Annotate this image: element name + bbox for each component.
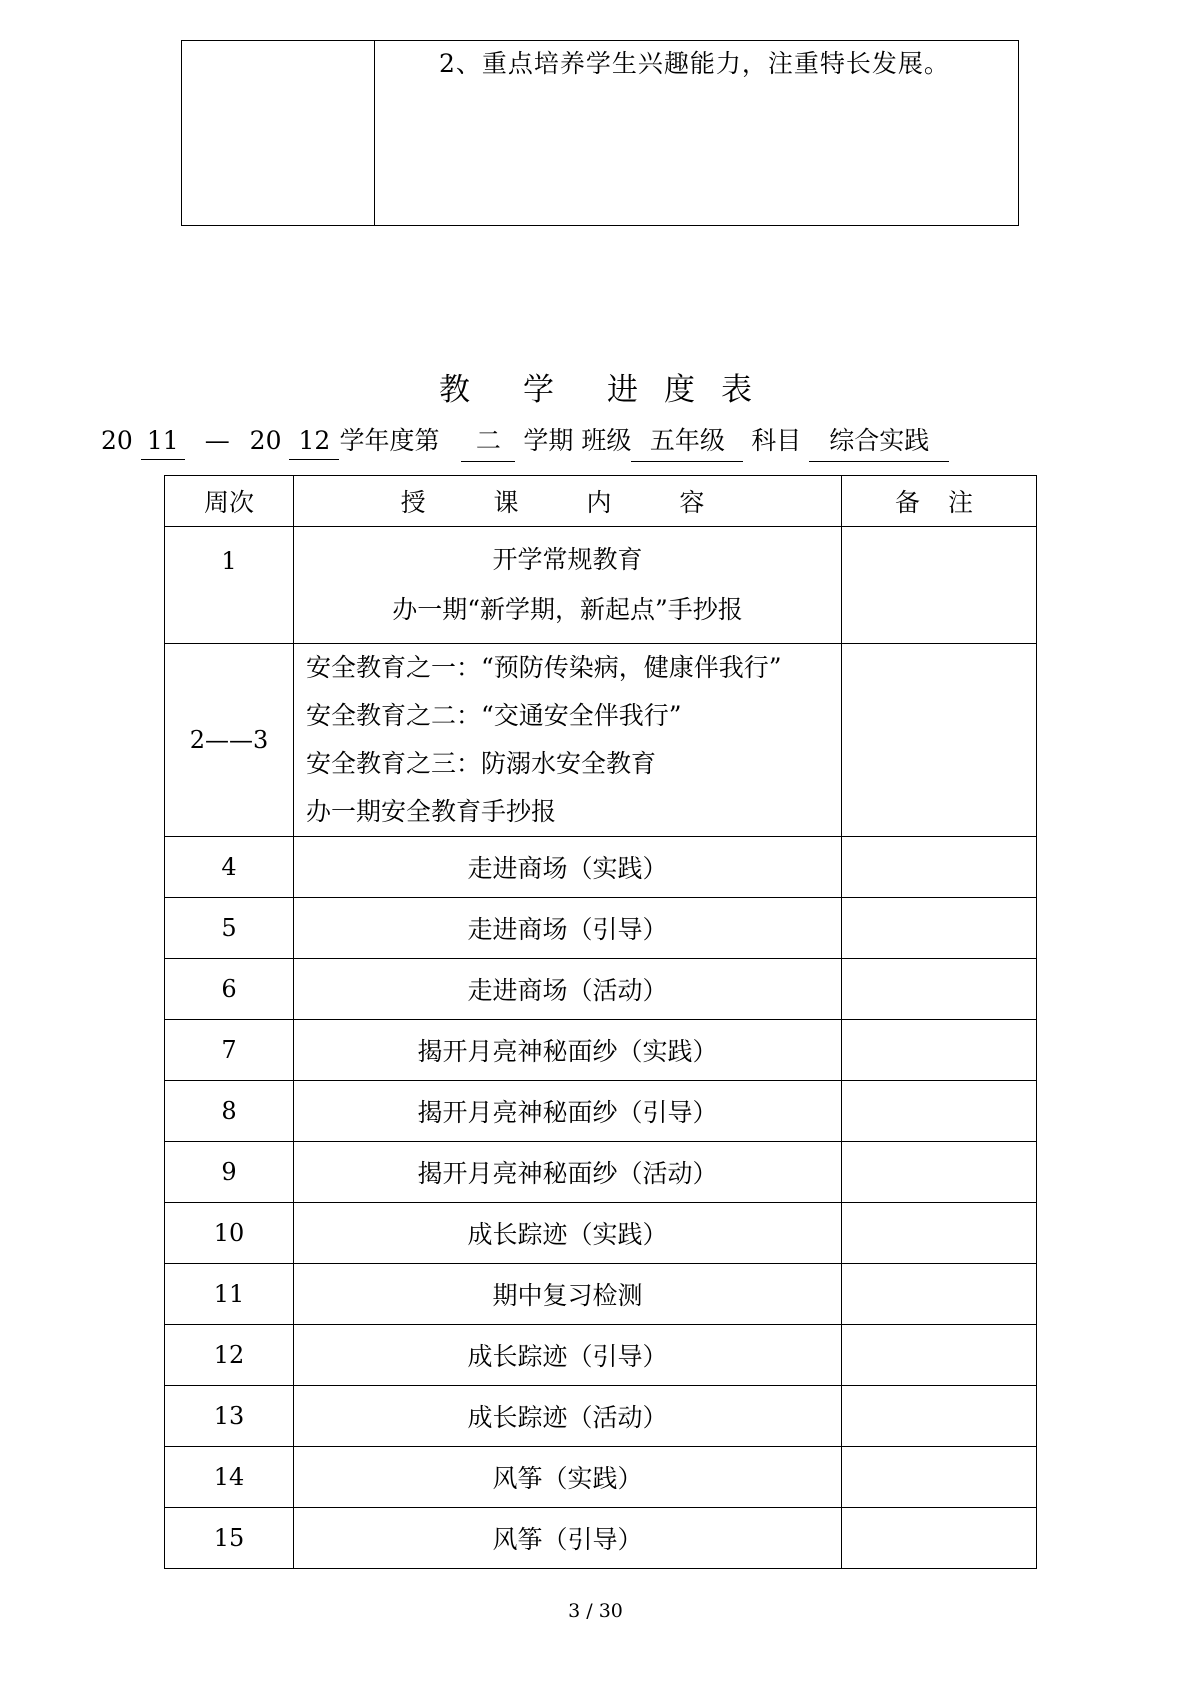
continuation-table xyxy=(181,40,1019,226)
content-line: 安全教育之一：“预防传染病，健康伴我行” xyxy=(306,653,782,682)
content-line: 开学常规教育 xyxy=(492,545,643,574)
content-cell: 风筝（实践） xyxy=(294,1447,842,1508)
table-row xyxy=(165,837,1037,898)
remarks-cell xyxy=(842,1142,1037,1203)
table-row xyxy=(165,1203,1037,1264)
content-cell: 成长踪迹（实践） xyxy=(294,1203,842,1264)
week-cell: 8 xyxy=(165,1081,294,1142)
remarks-cell xyxy=(842,1508,1037,1569)
course-meta-line xyxy=(101,421,949,471)
remarks-cell xyxy=(842,1264,1037,1325)
title-char: 进 xyxy=(607,372,638,408)
content-cell: 成长踪迹（活动） xyxy=(294,1386,842,1447)
week-cell: 7 xyxy=(165,1020,294,1081)
week-cell: 5 xyxy=(165,898,294,959)
subject-value: 综合实践 xyxy=(809,421,949,462)
year-dash: — xyxy=(204,426,230,455)
class-label: 班级 xyxy=(581,426,632,455)
table-row xyxy=(165,1020,1037,1081)
table-row xyxy=(165,1142,1037,1203)
table-header-row xyxy=(165,476,1037,527)
remarks-cell xyxy=(842,1386,1037,1447)
content-cell: 成长踪迹（引导） xyxy=(294,1325,842,1386)
table-row xyxy=(165,644,1037,837)
title-char: 度 xyxy=(664,372,695,408)
subject-label: 科目 xyxy=(751,426,802,455)
remarks-cell xyxy=(842,1020,1037,1081)
table-row xyxy=(165,1386,1037,1447)
week-cell: 14 xyxy=(165,1447,294,1508)
week-cell: 15 xyxy=(165,1508,294,1569)
content-cell: 走进商场（活动） xyxy=(294,959,842,1020)
content-cell: 走进商场（实践） xyxy=(294,837,842,898)
remarks-cell xyxy=(842,527,1037,644)
week-cell: 6 xyxy=(165,959,294,1020)
table-row xyxy=(165,1264,1037,1325)
content-line: 安全教育之二：“交通安全伴我行” xyxy=(306,701,682,730)
week-cell: 11 xyxy=(165,1264,294,1325)
table-row xyxy=(165,1447,1037,1508)
content-line: 办一期安全教育手抄报 xyxy=(306,797,557,826)
remarks-cell xyxy=(842,1203,1037,1264)
table-row xyxy=(165,898,1037,959)
content-line: 安全教育之三：防溺水安全教育 xyxy=(306,749,657,778)
teaching-progress-table xyxy=(164,475,1037,1569)
page-title xyxy=(0,364,1191,409)
week-cell: 12 xyxy=(165,1325,294,1386)
continuation-right-cell xyxy=(375,41,1018,225)
week-cell: 1 xyxy=(165,527,294,644)
end-year: 12 xyxy=(289,426,339,460)
week-cell: 4 xyxy=(165,837,294,898)
semester-label: 学期 xyxy=(523,426,574,455)
title-char: 表 xyxy=(721,372,752,408)
content-cell xyxy=(294,527,842,644)
header-remarks: 备 注 xyxy=(842,476,1037,527)
table-row xyxy=(165,1081,1037,1142)
content-cell: 期中复习检测 xyxy=(294,1264,842,1325)
remarks-cell xyxy=(842,644,1037,837)
remarks-cell xyxy=(842,1081,1037,1142)
continuation-left-cell xyxy=(182,41,375,225)
content-cell: 揭开月亮神秘面纱（引导） xyxy=(294,1081,842,1142)
header-content: 授 课 内 容 xyxy=(294,476,842,527)
class-value: 五年级 xyxy=(631,421,743,462)
content-cell xyxy=(294,644,842,837)
start-year: 11 xyxy=(141,426,185,460)
table-row xyxy=(165,1508,1037,1569)
remarks-cell xyxy=(842,959,1037,1020)
semester-value: 二 xyxy=(461,421,515,462)
title-char: 学 xyxy=(523,372,554,408)
table-row xyxy=(165,1325,1037,1386)
remarks-cell xyxy=(842,1325,1037,1386)
table-row xyxy=(165,527,1037,644)
content-line: 办一期“新学期，新起点”手抄报 xyxy=(392,595,743,624)
week-cell: 10 xyxy=(165,1203,294,1264)
table-row xyxy=(165,959,1037,1020)
content-cell: 风筝（引导） xyxy=(294,1508,842,1569)
header-week: 周次 xyxy=(165,476,294,527)
remarks-cell xyxy=(842,1447,1037,1508)
content-cell: 揭开月亮神秘面纱（实践） xyxy=(294,1020,842,1081)
content-cell: 走进商场（引导） xyxy=(294,898,842,959)
remarks-cell xyxy=(842,898,1037,959)
content-cell: 揭开月亮神秘面纱（活动） xyxy=(294,1142,842,1203)
continuation-text: 2、重点培养学生兴趣能力，注重特长发展。 xyxy=(439,49,950,78)
year-prefix-2: 20 xyxy=(249,426,282,455)
week-cell: 2——3 xyxy=(165,644,294,837)
title-char: 教 xyxy=(439,372,470,408)
school-year-label: 学年度第 xyxy=(339,426,440,455)
remarks-cell xyxy=(842,837,1037,898)
year-prefix-1: 20 xyxy=(101,426,133,455)
page-number: 3 / 30 xyxy=(568,1600,623,1622)
week-cell: 13 xyxy=(165,1386,294,1447)
week-cell: 9 xyxy=(165,1142,294,1203)
